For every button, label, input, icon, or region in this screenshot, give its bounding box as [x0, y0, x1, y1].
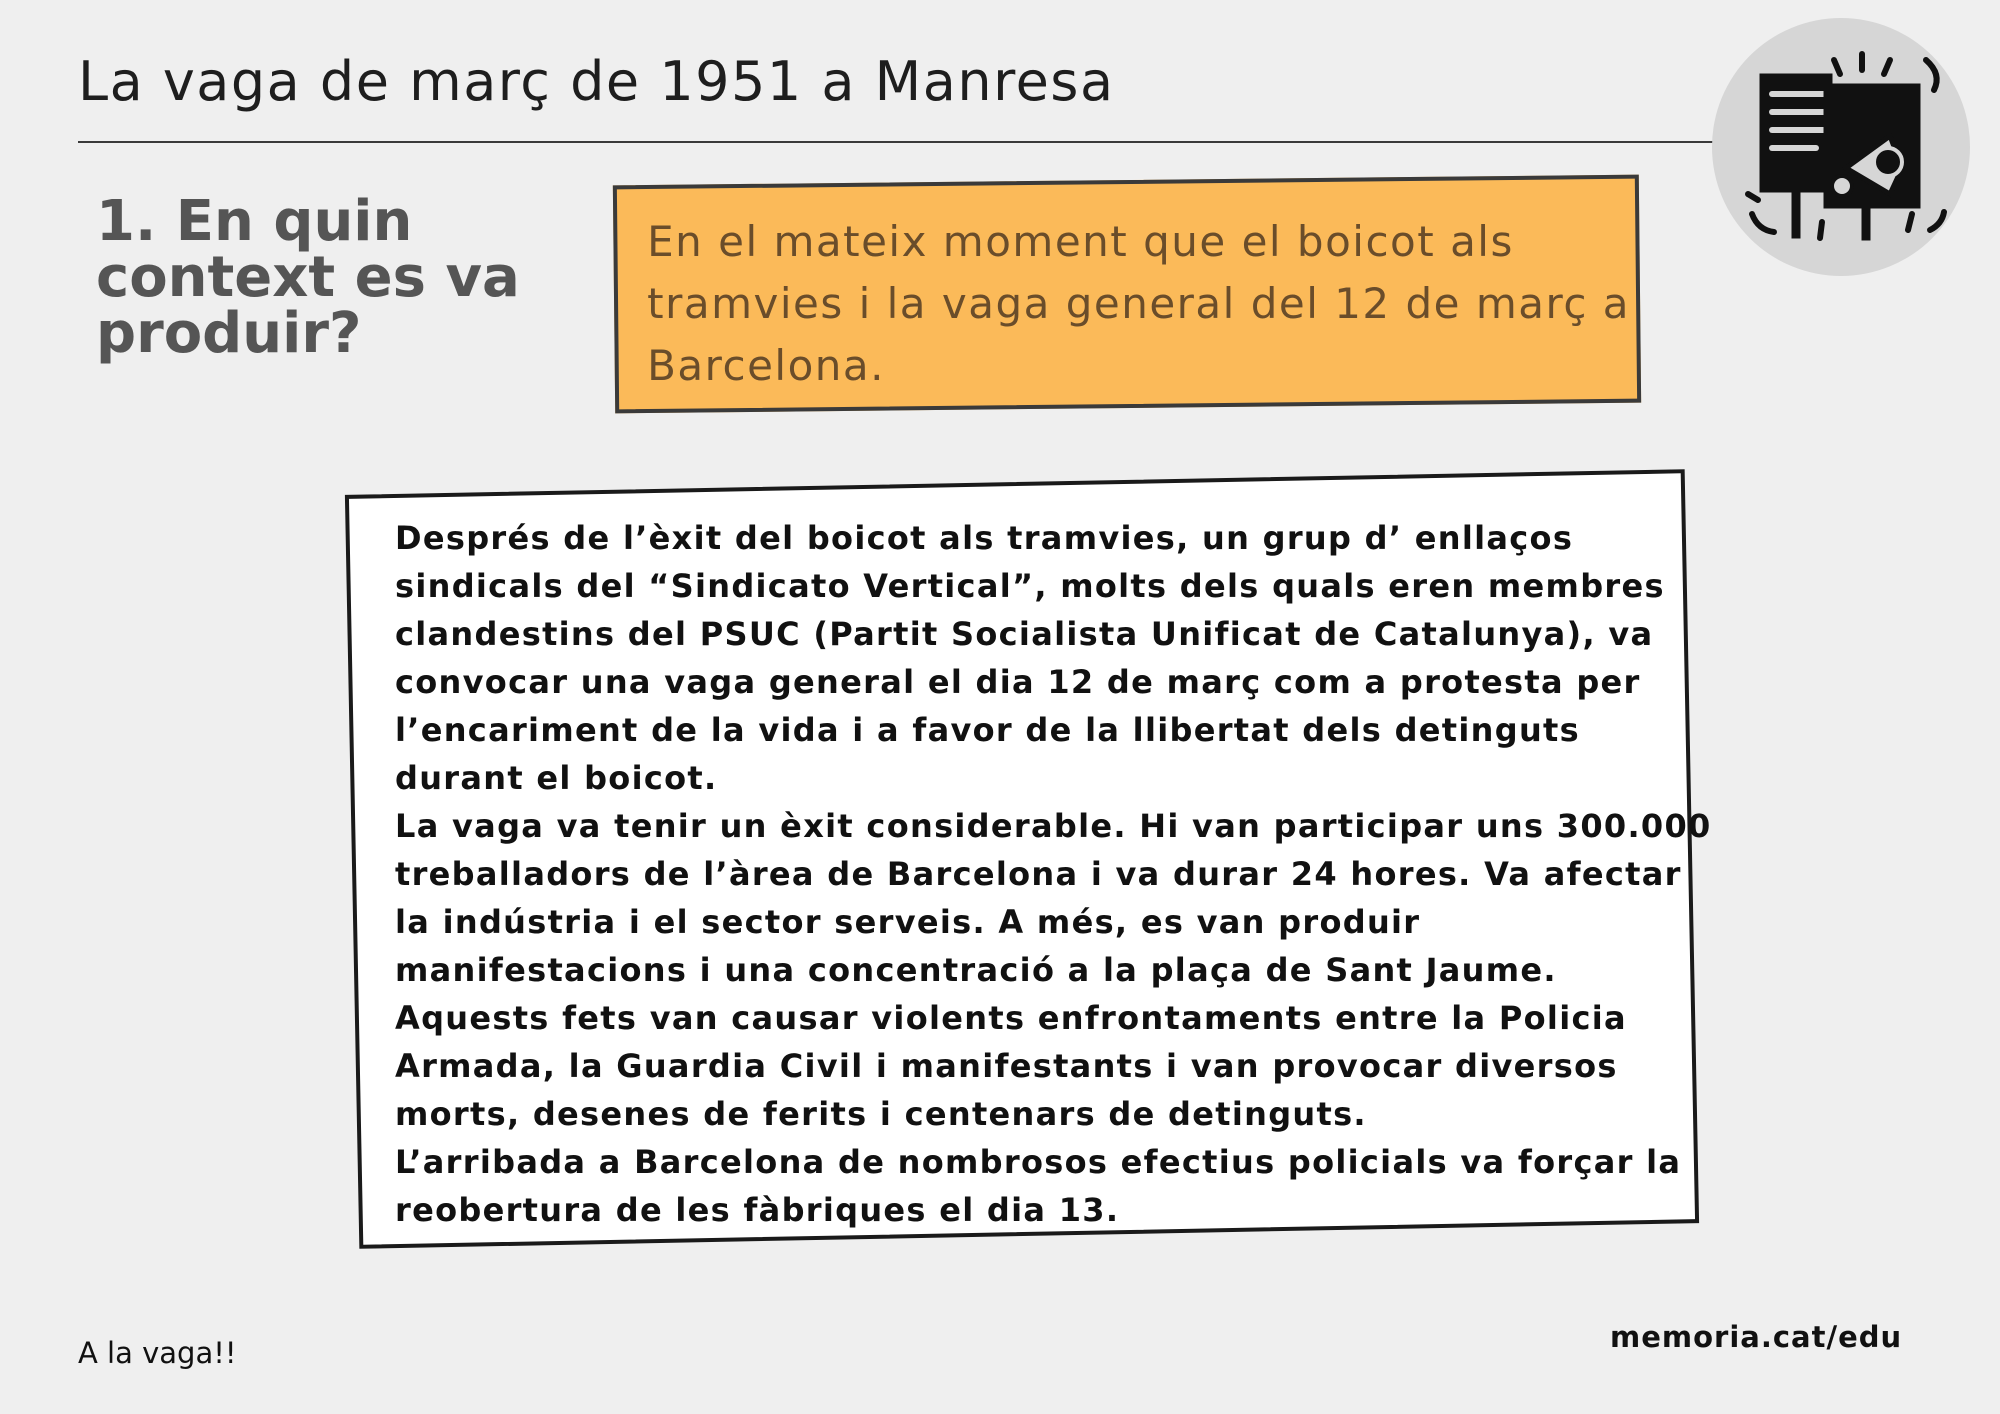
- title-divider: [78, 141, 1718, 143]
- paragraph-line: sindicals del “Sindicato Vertical”, molts dels quals eren membres: [395, 567, 1665, 605]
- paragraph-line: durant el boicot.: [395, 759, 718, 797]
- paragraph-line: L’arribada a Barcelona de nombrosos efectius policials va forçar la: [395, 1143, 1682, 1181]
- paragraph-line: convocar una vaga general el dia 12 de març com a protesta per: [395, 663, 1641, 701]
- footer-tagline: A la vaga!!: [78, 1336, 237, 1370]
- protest-megaphone-icon: [1712, 18, 1970, 276]
- answer-line: Barcelona.: [647, 341, 886, 391]
- answer-box: [613, 175, 1641, 414]
- paragraph-line: la indústria i el sector serveis. A més, es van produir: [395, 903, 1421, 941]
- context-paragraph: [395, 514, 1712, 1234]
- page-title: La vaga de març de 1951 a Manresa: [78, 50, 1115, 113]
- answer-line: tramvies i la vaga general del 12 de març a: [647, 279, 1631, 329]
- answer-text: [647, 211, 1641, 397]
- paragraph-line: morts, desenes de ferits i centenars de detinguts.: [395, 1095, 1367, 1133]
- paragraph-line: La vaga va tenir un èxit considerable. Hi van participar uns 300.000: [395, 807, 1712, 845]
- paragraph-line: Després de l’èxit del boicot als tramvies, un grup d’ enllaços: [395, 519, 1574, 557]
- paragraph-line: treballadors de l’àrea de Barcelona i va durar 24 hores. Va afectar: [395, 855, 1682, 893]
- paragraph-line: Aquests fets van causar violents enfrontaments entre la Policia: [395, 999, 1627, 1037]
- paragraph-line: Armada, la Guardia Civil i manifestants i van provocar diversos: [395, 1047, 1618, 1085]
- paragraph-line: clandestins del PSUC (Partit Socialista Unificat de Catalunya), va: [395, 615, 1654, 653]
- paragraph-line: l’encariment de la vida i a favor de la llibertat dels detinguts: [395, 711, 1580, 749]
- question-heading: 1. En quin context es va produir?: [96, 189, 520, 366]
- paragraph-line: manifestacions i una concentració a la plaça de Sant Jaume.: [395, 951, 1557, 989]
- footer-website-link[interactable]: memoria.cat/edu: [1610, 1320, 1903, 1354]
- answer-line: En el mateix moment que el boicot als: [647, 217, 1514, 267]
- paragraph-line: reobertura de les fàbriques el dia 13.: [395, 1191, 1120, 1229]
